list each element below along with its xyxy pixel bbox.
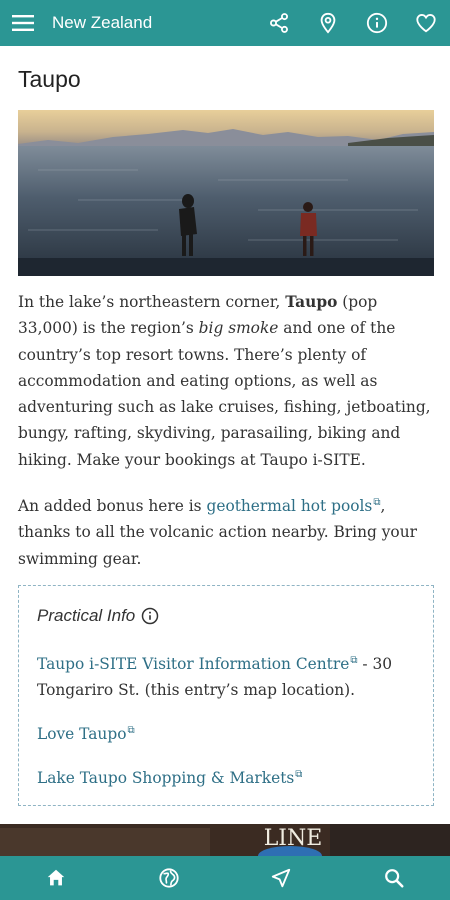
app-title: New Zealand bbox=[52, 13, 153, 32]
external-link-icon: ⧉ bbox=[127, 725, 135, 736]
share-icon bbox=[268, 12, 290, 34]
info-icon bbox=[366, 12, 388, 34]
page-title: Taupo bbox=[18, 66, 81, 92]
menu-button[interactable] bbox=[0, 0, 46, 46]
geothermal-hot-pools-link[interactable]: geothermal hot pools bbox=[206, 497, 373, 516]
article-content[interactable] bbox=[0, 46, 450, 856]
app-bar bbox=[0, 0, 450, 46]
nav-explore-button[interactable] bbox=[141, 856, 197, 900]
practical-item-isite bbox=[37, 648, 417, 703]
love-taupo-link[interactable]: Love Taupo bbox=[37, 725, 127, 744]
practical-item-shopping bbox=[37, 762, 417, 791]
info-icon[interactable] bbox=[141, 607, 159, 625]
external-link-icon: ⧉ bbox=[373, 497, 381, 508]
isite-visitor-centre-link[interactable]: Taupo i-SITE Visitor Information Centre bbox=[37, 655, 350, 674]
bottom-nav bbox=[0, 856, 450, 900]
hot-pools-text-2: , thanks to all the volcanic action nearby. Bring your swimming gear. bbox=[18, 497, 417, 568]
intro-emphasis: big smoke bbox=[198, 319, 279, 338]
globe-icon bbox=[158, 867, 180, 889]
hot-pools-text-1: An added bonus here is bbox=[18, 497, 207, 516]
hot-pools-paragraph bbox=[18, 490, 436, 572]
intro-place-name: Taupo bbox=[285, 293, 338, 311]
hamburger-menu-icon bbox=[12, 15, 34, 31]
external-link-icon: ⧉ bbox=[350, 655, 358, 666]
shopping-markets-link[interactable]: Lake Taupo Shopping & Markets bbox=[37, 769, 295, 788]
practical-info-title: Practical Info bbox=[37, 606, 136, 625]
next-section-image bbox=[0, 824, 450, 856]
isite-address: - 30 Tongariro St. (this entry’s map location). bbox=[37, 655, 393, 700]
practical-item-love-taupo bbox=[37, 718, 417, 747]
navigate-icon bbox=[270, 867, 292, 889]
intro-text-2: (pop 33,000) is the region’s bbox=[18, 293, 378, 338]
intro-paragraph bbox=[18, 289, 436, 473]
intro-text-1: In the lake’s northeastern corner, bbox=[18, 293, 286, 311]
favorite-button[interactable] bbox=[401, 0, 450, 46]
nav-search-button[interactable] bbox=[366, 856, 422, 900]
home-icon bbox=[45, 867, 67, 889]
heart-icon bbox=[415, 12, 437, 34]
map-button[interactable] bbox=[303, 0, 352, 46]
practical-info-heading bbox=[37, 606, 159, 626]
map-pin-icon bbox=[317, 12, 339, 34]
practical-info-box bbox=[18, 585, 434, 806]
info-button[interactable] bbox=[352, 0, 401, 46]
banner-sign-text: LINE bbox=[263, 826, 323, 851]
lake-photo bbox=[18, 110, 434, 276]
intro-text-3: and one of the country’s top resort towns. There’s plenty of accommodation and eating options, as well as adventuring such as lake cruises, fishing, jetboating, bungy, rafting, skydiving, parasailing, biking and hiking. Make your bookings at Taupo i-SITE. bbox=[18, 319, 431, 469]
share-button[interactable] bbox=[254, 0, 303, 46]
search-icon bbox=[383, 867, 405, 889]
nav-navigate-button[interactable] bbox=[253, 856, 309, 900]
external-link-icon: ⧉ bbox=[295, 769, 303, 780]
nav-home-button[interactable] bbox=[28, 856, 84, 900]
